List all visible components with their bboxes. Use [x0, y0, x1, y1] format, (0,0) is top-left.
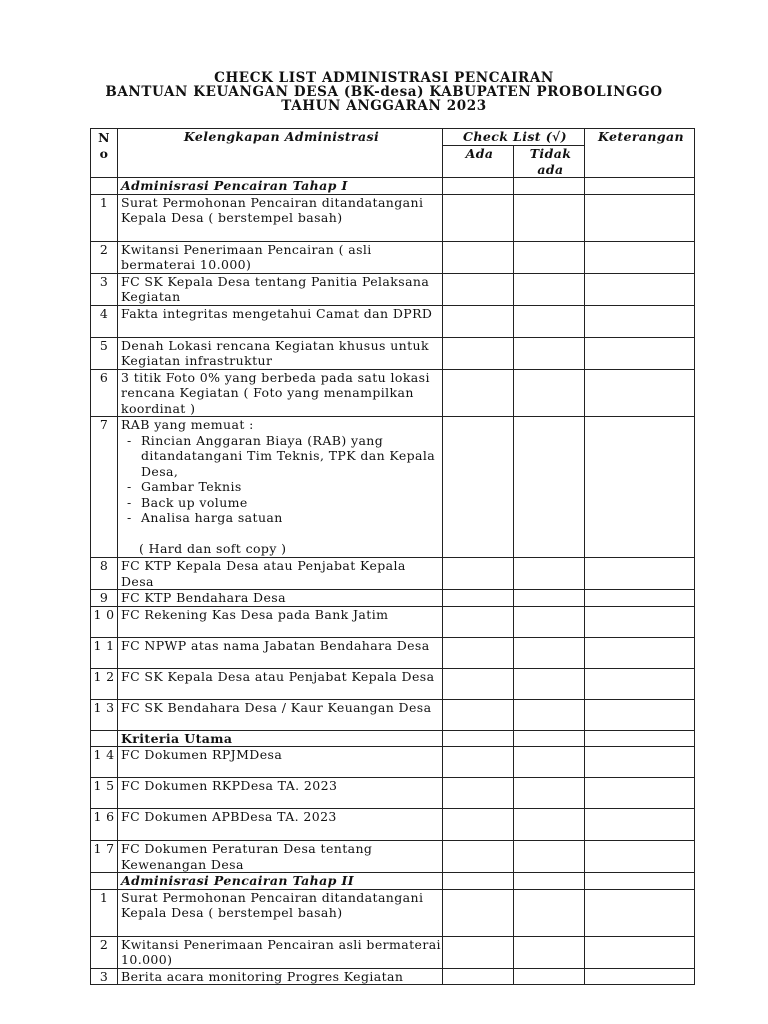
check-ada[interactable] [443, 747, 514, 778]
check-tidak-ada[interactable] [514, 936, 585, 968]
section-row [91, 873, 695, 890]
check-ada[interactable] [443, 637, 514, 668]
row-text: FC SK Kepala Desa tentang Panitia Pelaksana Kegiatan [118, 273, 443, 305]
check-tidak-ada[interactable] [514, 699, 585, 730]
check-tidak-ada[interactable] [514, 241, 585, 273]
list-item: - Back up volume [123, 495, 442, 511]
keterangan-cell[interactable] [585, 305, 695, 337]
row-number: 6 [91, 369, 118, 417]
check-tidak-ada[interactable] [514, 968, 585, 985]
check-tidak-ada[interactable] [514, 369, 585, 417]
keterangan-cell[interactable] [585, 968, 695, 985]
table-row [91, 369, 695, 417]
row-text: Kwitansi Penerimaan Pencairan asli bermaterai 10.000) [118, 936, 443, 968]
list-item: - Rincian Anggaran Biaya (RAB) yang ditandatangani Tim Teknis, TPK dan Kepala Desa, [123, 433, 442, 480]
check-tidak-ada[interactable] [514, 558, 585, 590]
check-tidak-ada[interactable] [514, 809, 585, 841]
check-ada[interactable] [443, 778, 514, 809]
table-row [91, 889, 695, 936]
check-ada[interactable] [443, 337, 514, 369]
row-text: FC Dokumen APBDesa TA. 2023 [118, 809, 443, 841]
row-text: Surat Permohonan Pencairan ditandatangani Kepala Desa ( berstempel basah) [118, 194, 443, 241]
header-tidak-ada: Tidak ada [514, 146, 585, 178]
table-row [91, 337, 695, 369]
header-checklist: Check List (√) [443, 129, 585, 146]
table-row [91, 241, 695, 273]
keterangan-cell[interactable] [585, 637, 695, 668]
row-text: Denah Lokasi rencana Kegiatan khusus untuk Kegiatan infrastruktur [118, 337, 443, 369]
section-kriteria-utama [91, 730, 695, 873]
table-row [91, 417, 695, 558]
keterangan-cell[interactable] [585, 606, 695, 637]
row-number: 1 [91, 889, 118, 936]
keterangan-cell[interactable] [585, 558, 695, 590]
check-tidak-ada[interactable] [514, 889, 585, 936]
table-row [91, 606, 695, 637]
check-ada[interactable] [443, 809, 514, 841]
row-number: 1 2 [91, 668, 118, 699]
row-number: 2 [91, 241, 118, 273]
row-number: 1 7 [91, 841, 118, 873]
table-row [91, 699, 695, 730]
row-text: Berita acara monitoring Progres Kegiatan [118, 968, 443, 985]
row-number: 1 1 [91, 637, 118, 668]
keterangan-cell[interactable] [585, 417, 695, 558]
row-number: 5 [91, 337, 118, 369]
row-number: 9 [91, 590, 118, 607]
list-item: - Gambar Teknis [123, 479, 442, 495]
table-row [91, 194, 695, 241]
rab-intro: RAB yang memuat : [121, 417, 254, 432]
row-text: FC Dokumen RPJMDesa [118, 747, 443, 778]
table-row [91, 637, 695, 668]
table-row [91, 590, 695, 607]
table-row [91, 273, 695, 305]
checklist-table [90, 128, 695, 985]
keterangan-cell[interactable] [585, 778, 695, 809]
table-row [91, 305, 695, 337]
check-tidak-ada[interactable] [514, 194, 585, 241]
row-text: FC Rekening Kas Desa pada Bank Jatim [118, 606, 443, 637]
section-tahap-1 [91, 178, 695, 731]
keterangan-cell[interactable] [585, 889, 695, 936]
row-number: 1 5 [91, 778, 118, 809]
check-tidak-ada[interactable] [514, 273, 585, 305]
check-ada[interactable] [443, 590, 514, 607]
row-number: 3 [91, 273, 118, 305]
check-ada[interactable] [443, 936, 514, 968]
section-row [91, 730, 695, 747]
header-no: N o [91, 129, 118, 178]
keterangan-cell[interactable] [585, 241, 695, 273]
row-number: 1 3 [91, 699, 118, 730]
row-number: 3 [91, 968, 118, 985]
check-ada[interactable] [443, 668, 514, 699]
check-tidak-ada[interactable] [514, 841, 585, 873]
row-text: FC Dokumen RKPDesa TA. 2023 [118, 778, 443, 809]
check-tidak-ada[interactable] [514, 417, 585, 558]
list-item: - Analisa harga satuan [123, 510, 442, 526]
rab-note: ( Hard dan soft copy ) [139, 540, 287, 556]
section-tahap-2 [91, 873, 695, 985]
row-text: 3 titik Foto 0% yang berbeda pada satu lokasi rencana Kegiatan ( Foto yang menampilkan koordinat ) [118, 369, 443, 417]
section-label: Adminisrasi Pencairan Tahap II [118, 873, 443, 890]
row-text: FC SK Bendahara Desa / Kaur Keuangan Desa [118, 699, 443, 730]
check-ada[interactable] [443, 369, 514, 417]
keterangan-cell[interactable] [585, 699, 695, 730]
check-tidak-ada[interactable] [514, 337, 585, 369]
keterangan-cell[interactable] [585, 936, 695, 968]
header-keterangan: Keterangan [585, 129, 695, 178]
document-subtitle: BANTUAN KEUANGAN DESA (BK-desa) KABUPATEN PROBOLINGGO [105, 84, 663, 100]
table-row [91, 841, 695, 873]
table-row [91, 968, 695, 985]
check-ada[interactable] [443, 273, 514, 305]
keterangan-cell[interactable] [585, 747, 695, 778]
row-text [118, 417, 443, 558]
table-row [91, 778, 695, 809]
row-number: 1 0 [91, 606, 118, 637]
document-title: CHECK LIST ADMINISTRASI PENCAIRAN [214, 70, 554, 86]
check-ada[interactable] [443, 889, 514, 936]
row-text: FC Dokumen Peraturan Desa tentang Kewenangan Desa [118, 841, 443, 873]
row-number: 8 [91, 558, 118, 590]
section-label: Adminisrasi Pencairan Tahap I [118, 178, 443, 195]
rab-list [121, 433, 442, 526]
keterangan-cell[interactable] [585, 590, 695, 607]
keterangan-cell[interactable] [585, 369, 695, 417]
row-number: 4 [91, 305, 118, 337]
check-ada[interactable] [443, 417, 514, 558]
keterangan-cell[interactable] [585, 273, 695, 305]
keterangan-cell[interactable] [585, 668, 695, 699]
check-ada[interactable] [443, 194, 514, 241]
section-label: Kriteria Utama [118, 730, 443, 747]
row-text: Surat Permohonan Pencairan ditandatangani Kepala Desa ( berstempel basah) [118, 889, 443, 936]
header-ada: Ada [443, 146, 514, 178]
keterangan-cell[interactable] [585, 841, 695, 873]
row-text: FC KTP Kepala Desa atau Penjabat Kepala Desa [118, 558, 443, 590]
check-tidak-ada[interactable] [514, 606, 585, 637]
check-ada[interactable] [443, 841, 514, 873]
check-ada[interactable] [443, 305, 514, 337]
check-tidak-ada[interactable] [514, 747, 585, 778]
check-tidak-ada[interactable] [514, 778, 585, 809]
keterangan-cell[interactable] [585, 337, 695, 369]
check-ada[interactable] [443, 241, 514, 273]
header-item: Kelengkapan Administrasi [118, 129, 443, 178]
row-text: FC KTP Bendahara Desa [118, 590, 443, 607]
row-text: FC NPWP atas nama Jabatan Bendahara Desa [118, 637, 443, 668]
table-row [91, 668, 695, 699]
check-ada[interactable] [443, 558, 514, 590]
row-number: 7 [91, 417, 118, 558]
row-number: 1 4 [91, 747, 118, 778]
check-ada[interactable] [443, 699, 514, 730]
table-row [91, 809, 695, 841]
row-text: FC SK Kepala Desa atau Penjabat Kepala Desa [118, 668, 443, 699]
check-tidak-ada[interactable] [514, 590, 585, 607]
table-row [91, 747, 695, 778]
check-tidak-ada[interactable] [514, 668, 585, 699]
check-tidak-ada[interactable] [514, 637, 585, 668]
check-ada[interactable] [443, 606, 514, 637]
row-text: Kwitansi Penerimaan Pencairan ( asli bermaterai 10.000) [118, 241, 443, 273]
row-text: Fakta integritas mengetahui Camat dan DPRD [118, 305, 443, 337]
document-year: TAHUN ANGGARAN 2023 [281, 98, 487, 114]
keterangan-cell[interactable] [585, 194, 695, 241]
section-row [91, 178, 695, 195]
keterangan-cell[interactable] [585, 809, 695, 841]
table-row [91, 936, 695, 968]
check-ada[interactable] [443, 968, 514, 985]
check-tidak-ada[interactable] [514, 305, 585, 337]
table-row [91, 558, 695, 590]
row-number: 1 [91, 194, 118, 241]
row-number: 2 [91, 936, 118, 968]
row-number: 1 6 [91, 809, 118, 841]
